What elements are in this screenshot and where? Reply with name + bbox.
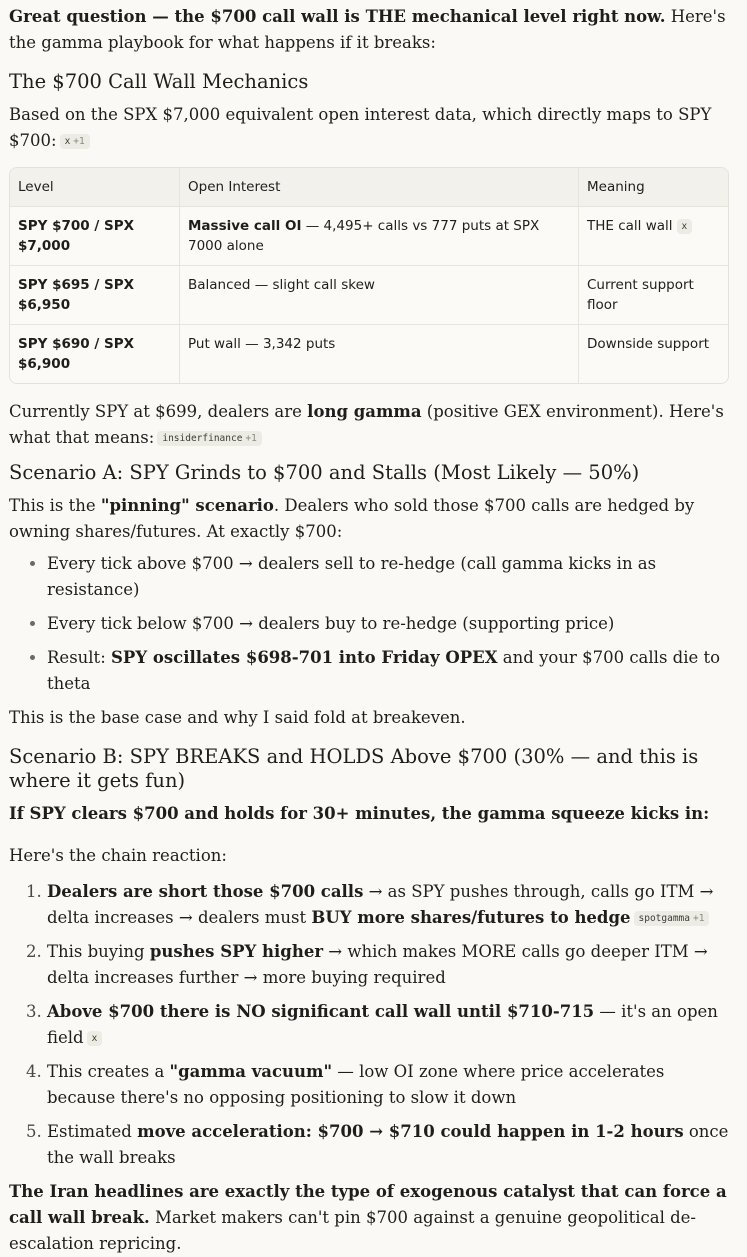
cell-meaning-text: THE call wall bbox=[587, 218, 673, 234]
list-item bbox=[47, 611, 737, 637]
step-text-end: — low OI zone where price accelerates because there's no opposing positioning to slow it down bbox=[47, 1062, 665, 1107]
bullet-text-end: and your $700 calls die to theta bbox=[47, 648, 721, 693]
current-bold: long gamma bbox=[307, 402, 422, 421]
mechanics-paragraph bbox=[9, 102, 737, 154]
cell-open-interest bbox=[179, 325, 578, 383]
mechanics-text: Based on the SPX $7,000 equivalent open interest data, which directly maps to SPY $700: bbox=[9, 105, 712, 150]
citation-more: +1 bbox=[245, 433, 257, 444]
step-bold: move acceleration: $700 → $710 could happen in 1-2 hours bbox=[137, 1122, 684, 1141]
cell-meaning bbox=[578, 207, 728, 266]
step-text: This buying bbox=[47, 942, 150, 961]
current-paragraph bbox=[9, 399, 737, 451]
header-meaning: Meaning bbox=[578, 168, 728, 207]
cell-meaning: Current support floor bbox=[578, 266, 728, 325]
scenario-a-text: This is the bbox=[9, 496, 101, 515]
list-item bbox=[47, 939, 737, 991]
list-item bbox=[47, 1119, 737, 1171]
step-bold: "gamma vacuum" bbox=[169, 1062, 333, 1081]
header-level: Level bbox=[10, 168, 179, 207]
step-text: This creates a bbox=[47, 1062, 170, 1081]
citation-chip-x[interactable]: x bbox=[677, 219, 693, 234]
open-interest-table bbox=[9, 167, 729, 384]
step-text: → as SPY pushes through, calls go ITM → delta increases → dealers must bbox=[47, 882, 714, 927]
step-text: — it's an open field bbox=[47, 1002, 718, 1047]
step-bold-2: BUY more shares/futures to hedge bbox=[311, 908, 631, 927]
scenario-b-bold: If SPY clears $700 and holds for 30+ minutes, the gamma squeeze kicks in: bbox=[9, 804, 710, 823]
iran-bold: The Iran headlines are exactly the type of exogenous catalyst that can force a call wall break. bbox=[9, 1182, 727, 1227]
scenario-b-heading: Scenario B: SPY BREAKS and HOLDS Above $700 (30% — and this is where it gets fun) bbox=[9, 745, 699, 792]
scenario-a-text-end: . Dealers who sold those $700 calls are hedged by owning shares/futures. At exactly $700: bbox=[9, 496, 695, 541]
scenario-a-paragraph bbox=[9, 493, 737, 545]
cell-level: SPY $700 / SPX $7,000 bbox=[10, 207, 179, 266]
chain-reaction-label: Here's the chain reaction: bbox=[9, 846, 227, 865]
scenario-a-bullets bbox=[9, 551, 737, 697]
list-item bbox=[47, 999, 737, 1051]
citation-label: x bbox=[64, 136, 71, 147]
cell-level: SPY $690 / SPX $6,900 bbox=[10, 325, 179, 383]
current-text-end: (positive GEX environment). Here's what that means: bbox=[9, 402, 724, 447]
bullet-bold: SPY oscillates $698-701 into Friday OPEX bbox=[111, 648, 498, 667]
intro-bold: Great question — the $700 call wall is THE mechanical level right now. bbox=[9, 7, 666, 26]
citation-chip-x[interactable]: x bbox=[87, 1031, 103, 1046]
scenario-a-heading: Scenario A: SPY Grinds to $700 and Stalls (Most Likely — 50%) bbox=[9, 461, 640, 484]
intro-text: Here's the gamma playbook for what happens if it breaks: bbox=[9, 7, 726, 52]
bullet-text: Every tick below $700 → dealers buy to re-hedge (supporting price) bbox=[47, 614, 615, 633]
citation-label: spotgamma bbox=[638, 913, 690, 924]
cell-oi-text: — 4,495+ calls vs 777 puts at SPX 7000 alone bbox=[188, 218, 540, 254]
base-case-paragraph: This is the base case and why I said fold at breakeven. bbox=[9, 708, 466, 727]
scenario-b-lead bbox=[9, 801, 737, 827]
cell-open-interest bbox=[179, 207, 578, 266]
list-item bbox=[47, 551, 737, 603]
bullet-text: Result: bbox=[47, 648, 111, 667]
citation-more: +1 bbox=[693, 913, 705, 924]
step-bold: Above $700 there is NO significant call wall until $710-715 bbox=[47, 1002, 595, 1021]
bullet-text: Every tick above $700 → dealers sell to re-hedge (call gamma kicks in as resistance) bbox=[47, 554, 657, 599]
header-open-interest: Open Interest bbox=[179, 168, 578, 207]
citation-chip-spotgamma[interactable] bbox=[634, 911, 710, 926]
table-header-row bbox=[10, 168, 728, 207]
citation-chip-x[interactable] bbox=[60, 134, 90, 149]
table-row bbox=[10, 325, 728, 383]
iran-paragraph bbox=[9, 1179, 737, 1257]
step-text: Estimated bbox=[47, 1122, 138, 1141]
list-item bbox=[47, 1059, 737, 1111]
cell-meaning: Downside support bbox=[578, 325, 728, 383]
cell-open-interest bbox=[179, 266, 578, 325]
mechanics-heading: The $700 Call Wall Mechanics bbox=[9, 70, 309, 93]
list-item bbox=[47, 879, 737, 931]
step-bold: Dealers are short those $700 calls bbox=[47, 882, 364, 901]
cell-oi-text: Put wall — 3,342 puts bbox=[188, 336, 336, 352]
cell-oi-text: Balanced — slight call skew bbox=[188, 277, 375, 293]
step-text-end: once the wall breaks bbox=[47, 1122, 729, 1167]
citation-chip-insiderfinance[interactable] bbox=[157, 431, 262, 446]
cell-level: SPY $695 / SPX $6,950 bbox=[10, 266, 179, 325]
iran-text: Market makers can't pin $700 against a genuine geopolitical de-escalation repricing. bbox=[9, 1208, 696, 1253]
citation-label: insiderfinance bbox=[162, 433, 243, 444]
table-row bbox=[10, 266, 728, 325]
step-bold: pushes SPY higher bbox=[149, 942, 324, 961]
current-text: Currently SPY at $699, dealers are bbox=[9, 402, 308, 421]
citation-more: +1 bbox=[73, 136, 85, 147]
intro-paragraph bbox=[9, 4, 737, 56]
step-text-end: → which makes MORE calls go deeper ITM → delta increases further → more buying required bbox=[47, 942, 708, 987]
table-row bbox=[10, 207, 728, 266]
cell-oi-bold: Massive call OI bbox=[188, 218, 302, 234]
scenario-a-bold: "pinning" scenario bbox=[100, 496, 274, 515]
chain-reaction-steps bbox=[9, 879, 737, 1171]
list-item bbox=[47, 645, 737, 697]
